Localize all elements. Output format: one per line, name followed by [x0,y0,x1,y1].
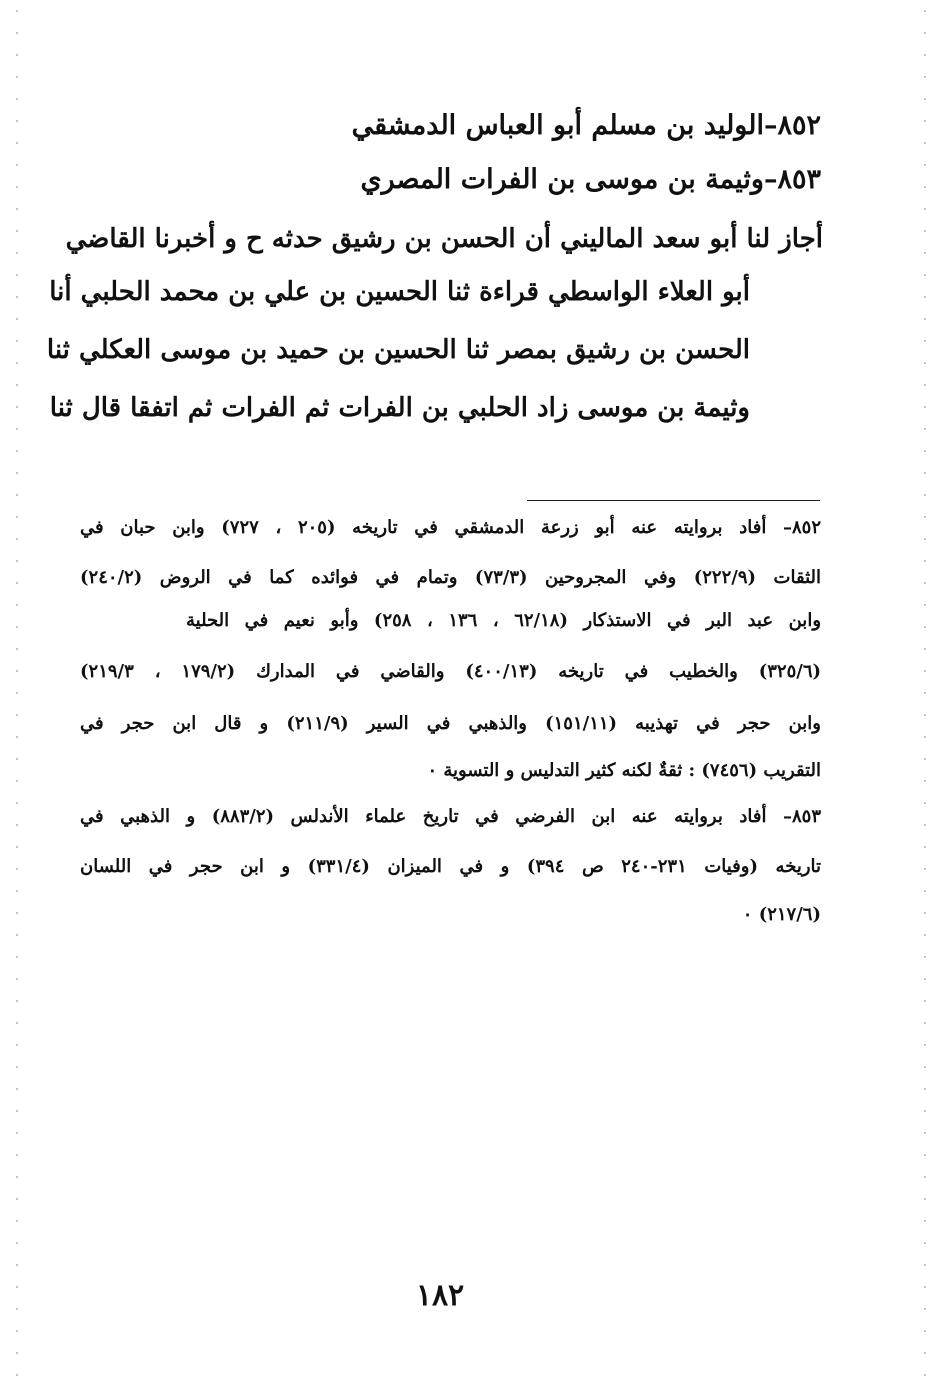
footnote-852-line-2: الثقات (٢٢٢/٩) وفي المجروحين (٧٣/٣) وتمام في فوائده كما في الروض (٢٤٠/٢) [80,567,821,588]
scan-edge-left [16,0,18,1376]
main-text-line-3: الحسن بن رشيق بمصر ثنا الحسين بن حميد بن موسى العكلي ثنا [46,335,750,365]
footnote-separator [527,500,820,501]
footnote-853-line-1: ٨٥٣– أفاد بروايته عنه ابن الفرضي في تاريخ علماء الأندلس (٨٨٣/٢) و الذهبي في [80,806,821,827]
main-text-line-1: أجاز لنا أبو سعد الماليني أن الحسن بن رشيق حدثه ح و أخبرنا القاضي [65,224,823,254]
footnote-853-line-3: (٢١٧/٦) ٠ [742,904,821,925]
scan-edge-right [924,0,926,1376]
footnote-852-line-4: (٣٢٥/٦) والخطيب في تاريخه (٤٠٠/١٣) والقاضي في المدارك (١٧٩/٢ ، ٢١٩/٣) [80,661,822,682]
footnote-852-line-3: وابن عبد البر في الاستذكار (٦٢/١٨ ، ١٣٦ ، ٢٥٨) وأبو نعيم في الحلية [186,610,822,631]
footnote-852-line-5: وابن حجر في تهذيبه (١٥١/١١) والذهبي في السير (٢١١/٩) و قال ابن حجر في [80,713,821,734]
page-number: ١٨٢ [415,1278,465,1313]
main-text-line-2: أبو العلاء الواسطي قراءة ثنا الحسين بن علي بن محمد الحلبي أنا [49,277,750,307]
footnote-853-line-2: تاريخه (وفيات ٢٣١-٢٤٠ ص ٣٩٤) و في الميزان (٣٣١/٤) و ابن حجر في اللسان [80,856,822,877]
entry-heading-852: ٨٥٢–الوليد بن مسلم أبو العباس الدمشقي [351,110,821,141]
footnote-852-line-1: ٨٥٢– أفاد بروايته عنه أبو زرعة الدمشقي في تاريخه (٢٠٥ ، ٧٢٧) وابن حبان في [80,517,821,538]
entry-heading-853: ٨٥٣–وثيمة بن موسى بن الفرات المصري [360,164,821,195]
main-text-line-4: وثيمة بن موسى زاد الحلبي بن الفرات ثم الفرات ثم اتفقا قال ثنا [49,393,750,423]
footnote-852-line-6: التقريب (٧٤٥٦) : ثقةٌ لكنه كثير التدليس و التسوية ٠ [427,760,821,781]
